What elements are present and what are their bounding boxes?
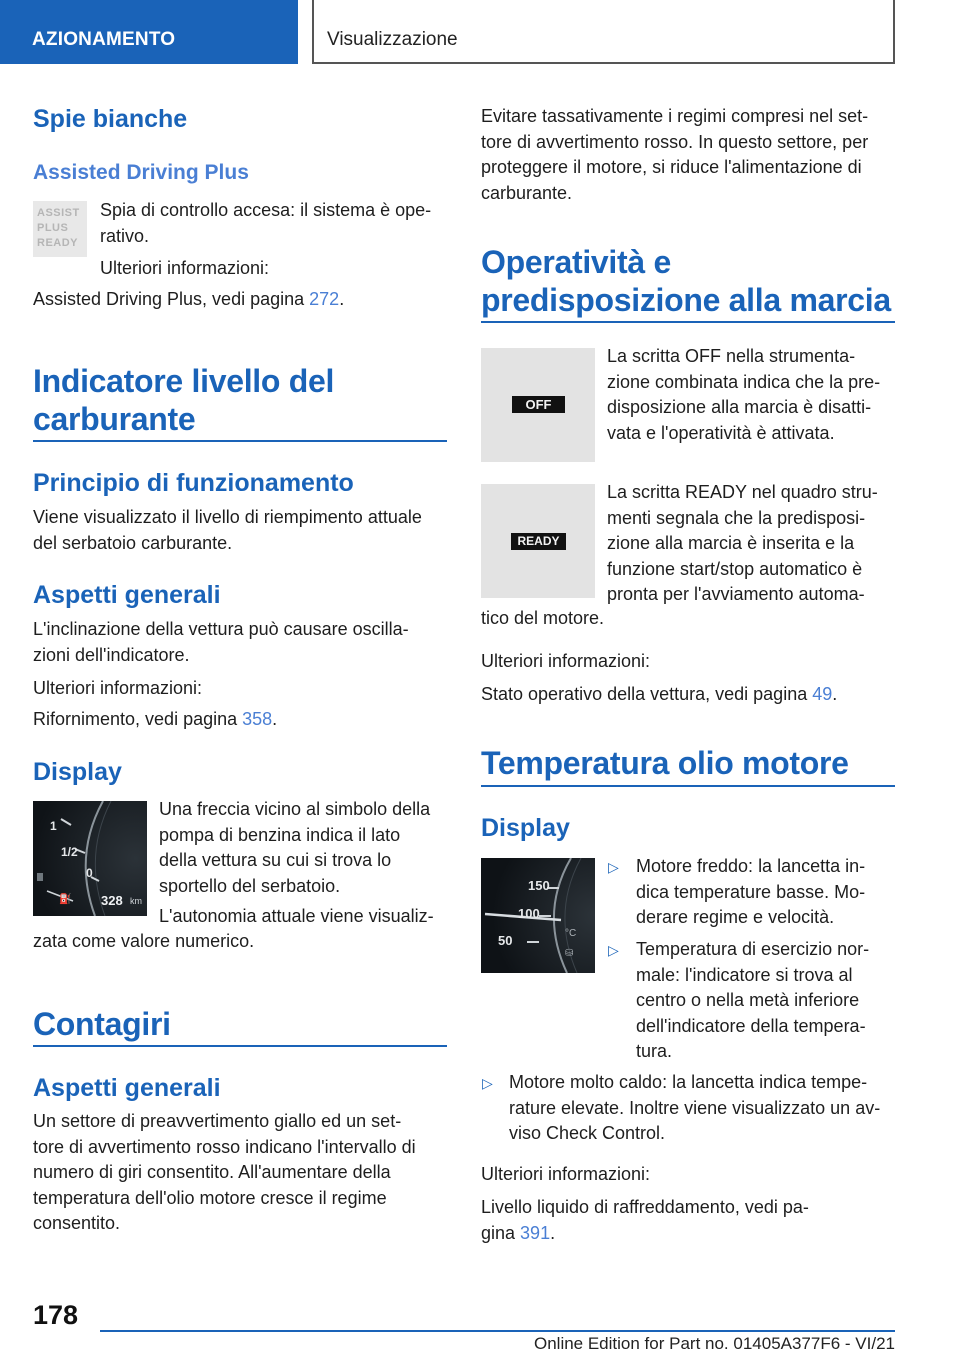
ready-desc: La scritta READY nel quadro stru- menti segnala che la predisposi- zione alla marcia è inserita e la funzione start/stop automatico è pronta per l'avviamento automa- — [607, 482, 878, 604]
oil-bullet-hot: Motore molto caldo: la lancetta indica tempe- rature elevate. Inoltre viene visualizzato un av- viso Check Control. — [509, 1072, 881, 1143]
bullet-icon: ▷ — [608, 942, 619, 958]
general-text: L'inclinazione della vettura può causare oscilla- zioni dell'indicatore. — [33, 619, 409, 665]
ready-desc-end: tico del motore. — [481, 608, 605, 628]
oil-temp-title-rule — [481, 785, 895, 787]
adp-title: Assisted Driving Plus — [33, 161, 249, 184]
off-label: OFF — [512, 396, 565, 413]
display-title: Display — [33, 758, 122, 786]
bullet-icon: ▷ — [608, 859, 619, 875]
display-desc-end: zata come valore numerico. — [33, 931, 255, 951]
ready-more-info: Ulteriori informazioni: — [481, 651, 651, 671]
fuel-reference: Rifornimento, vedi pagina 358. — [33, 709, 278, 729]
fuel-pump-icon: ⛽ — [59, 894, 72, 905]
page-number: 178 — [33, 1300, 79, 1330]
oil-bullet-normal: Temperatura di esercizio nor- male: l'indicatore si trova al centro o nella metà inferiore dell'indicatore della tempera- tura. — [636, 939, 870, 1061]
page-link-391[interactable]: 391 — [520, 1222, 551, 1243]
page-link-272[interactable]: 272 — [309, 289, 340, 309]
footer-rule — [100, 1330, 895, 1332]
page-link-358[interactable]: 358 — [242, 709, 273, 729]
off-indicator-image — [481, 348, 595, 462]
principle-title: Principio di funzionamento — [33, 469, 354, 497]
ready-title: Operatività e predisposizione alla marcia — [481, 244, 891, 318]
fuel-gauge-image: 1 1/2 0 ⛽ 328 km — [33, 801, 147, 916]
oil-bullet-cold: Motore freddo: la lancetta in- dica temperature basse. Mo- derare regime e velocità. — [636, 856, 866, 927]
topic-label: Visualizzazione — [327, 29, 458, 50]
fuel-title: Indicatore livello del carburante — [33, 363, 335, 437]
adp-reference: Assisted Driving Plus, vedi pagina 272. — [33, 289, 345, 309]
tach-general-text: Un settore di preavvertimento giallo ed un set- tore di avvertimento rosso indicano l'intervallo di numero di giri consentito. All'aumentare della temperatura dell'olio motore cresce il regime consentito. — [33, 1111, 416, 1233]
oil-display-title: Display — [481, 814, 570, 842]
fuel-title-rule — [33, 440, 447, 442]
assist-plus-ready-icon: ASSIST PLUS READY — [33, 201, 87, 257]
white-lights-title: Spie bianche — [33, 105, 188, 133]
ready-indicator-image — [481, 484, 595, 598]
oil-can-icon: ⛁ — [565, 948, 574, 959]
ready-label: READY — [511, 533, 566, 550]
ready-reference: Stato operativo della vettura, vedi pagina 49. — [481, 684, 838, 704]
principle-text: Viene visualizzato il livello di riempimento attuale del serbatoio carburante. — [33, 507, 422, 553]
page-link-49[interactable]: 49 — [812, 684, 833, 704]
tach-title: Contagiri — [33, 1006, 171, 1042]
oil-more-info: Ulteriori informazioni: — [481, 1164, 651, 1184]
adp-more-info: Ulteriori informazioni: — [100, 258, 270, 278]
section-label: AZIONAMENTO — [32, 29, 176, 50]
oil-reference: Livello liquido di raffreddamento, vedi pa- gina 391. — [481, 1197, 809, 1243]
oil-gauge-image: 150 100 50 °C ⛁ — [481, 858, 595, 973]
edition-note: Online Edition for Part no. 01405A377F6 - VI/21 — [533, 1334, 895, 1353]
ready-title-rule — [481, 321, 895, 323]
bullet-icon: ▷ — [482, 1075, 493, 1091]
off-desc: La scritta OFF nella strumenta- zione combinata indica che la pre- disposizione alla marcia è disatti- vata e l'operatività è attivata. — [607, 346, 881, 443]
oil-temp-title: Temperatura olio motore — [481, 745, 849, 781]
general-title: Aspetti generali — [33, 581, 221, 609]
tach-title-rule — [33, 1045, 447, 1047]
section-tab — [0, 0, 298, 64]
display-desc: Una freccia vicino al simbolo della pompa di benzina indica il lato della vettura su cui si trova lo sportello del serbatoio. L'autonomia attuale viene visualiz- — [159, 799, 434, 926]
fuel-more-info: Ulteriori informazioni: — [33, 678, 203, 698]
adp-desc: Spia di controllo accesa: il sistema è ope- rativo. — [100, 200, 432, 246]
tach-general-title: Aspetti generali — [33, 1074, 221, 1102]
topic-tab — [312, 0, 895, 64]
tach-continued-text: Evitare tassativamente i regimi compresi nel set- tore di avvertimento rosso. In questo settore, per proteggere il motore, si riduce l'alimentazione di carburante. — [481, 106, 869, 203]
